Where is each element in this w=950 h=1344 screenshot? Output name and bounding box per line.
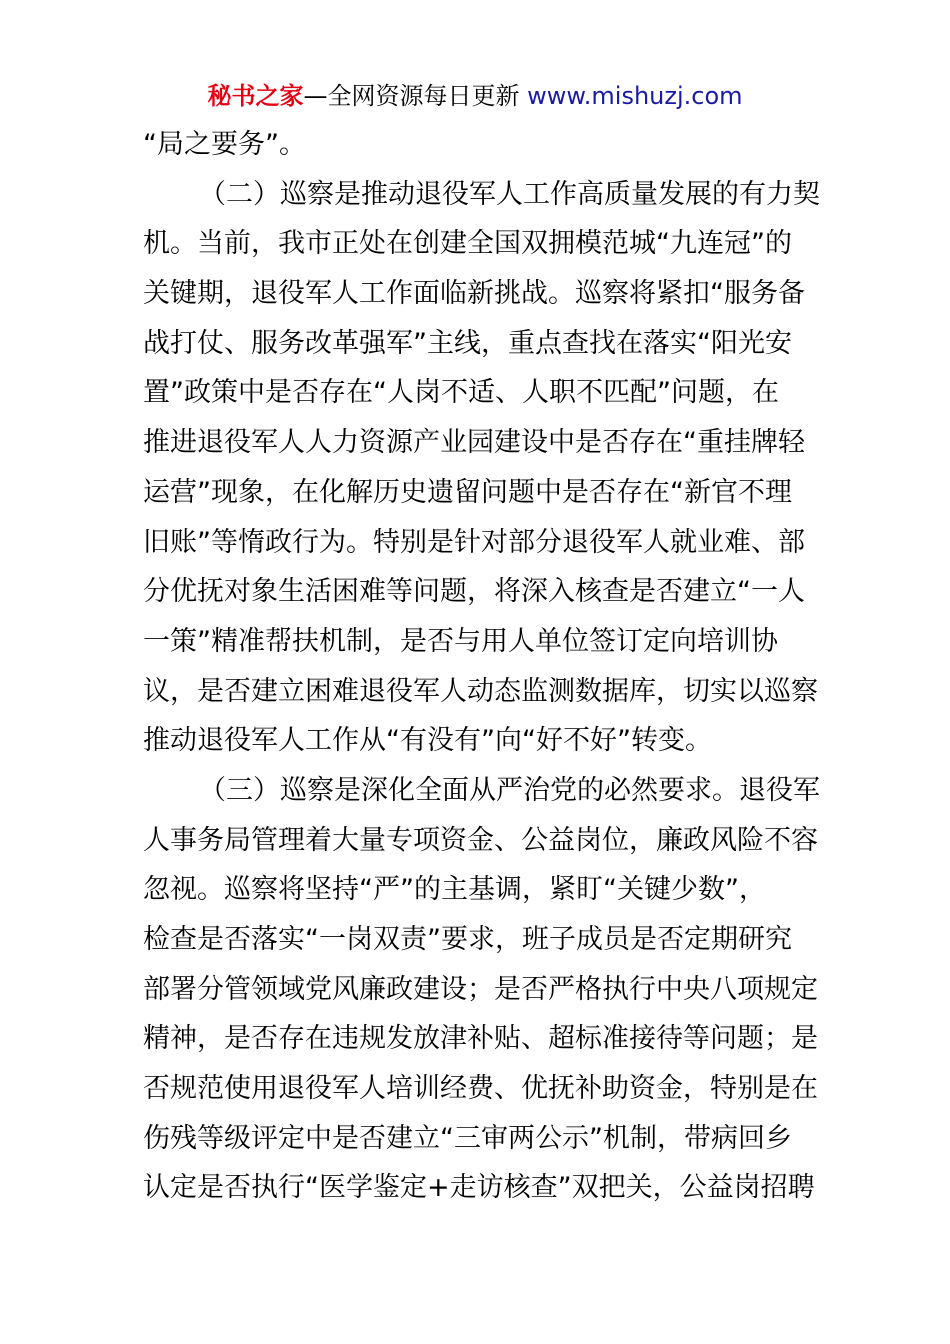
site-header: [0, 80, 950, 112]
text-line: 伤残等级评定中是否建立“三审两公示”机制，带病回乡: [143, 1122, 792, 1154]
site-brand: 秘书之家: [207, 82, 304, 110]
text-line: “局之要务”。: [143, 129, 306, 160]
text-line: 一策”精准帮扶机制，是否与用人单位签订定向培训协: [143, 625, 778, 657]
text-line: 否规范使用退役军人培训经费、优抚补助资金，特别是在: [143, 1073, 818, 1105]
text-line: 精神，是否存在违规发放津补贴、超标准接待等问题；是: [143, 1023, 818, 1055]
text-line: 置”政策中是否存在“人岗不适、人职不匹配”问题，在: [143, 377, 779, 409]
text-line: 推进退役军人人力资源产业园建设中是否存在“重挂牌轻: [143, 427, 805, 459]
text-line: 关键期，退役军人工作面临新挑战。巡察将紧扣“服务备: [143, 278, 805, 310]
text-line: 人事务局管理着大量专项资金、公益岗位，廉政风险不容: [143, 824, 818, 856]
text-line: 检查是否落实“一岗双责”要求，班子成员是否定期研究: [143, 924, 792, 955]
text-line: 机。当前，我市正处在创建全国双拥模范城“九连冠”的: [143, 228, 792, 260]
text-line: 分优抚对象生活困难等问题，将深入核查是否建立“一人: [143, 576, 805, 608]
paragraph-heading-2: （二）巡察是推动退役军人工作高质量发展的有力契: [199, 178, 820, 210]
paragraph-heading-3: （三）巡察是深化全面从严治党的必然要求。退役军: [199, 774, 820, 806]
text-line: 运营”现象，在化解历史遗留问题中是否存在“新官不理: [143, 476, 792, 508]
site-url-link[interactable]: www.mishuzj.com: [527, 82, 743, 110]
text-line: 忽视。巡察将坚持“严”的主基调，紧盯“关键少数”，: [143, 874, 766, 906]
text-line: 认定是否执行“医学鉴定+走访核查”双把关，公益岗招聘: [143, 1172, 815, 1204]
document-body: [143, 120, 820, 1213]
site-tagline: —全网资源每日更新: [303, 82, 528, 110]
text-line: 旧账”等惰政行为。特别是针对部分退役军人就业难、部: [143, 526, 805, 558]
text-line: 议，是否建立困难退役军人动态监测数据库，切实以巡察: [143, 675, 818, 707]
text-line: 部署分管领域党风廉政建设；是否严格执行中央八项规定: [143, 973, 818, 1005]
text-line: 推动退役军人工作从“有没有”向“好不好”转变。: [143, 725, 712, 757]
text-line: 战打仗、服务改革强军”主线，重点查找在落实“阳光安: [143, 327, 792, 359]
